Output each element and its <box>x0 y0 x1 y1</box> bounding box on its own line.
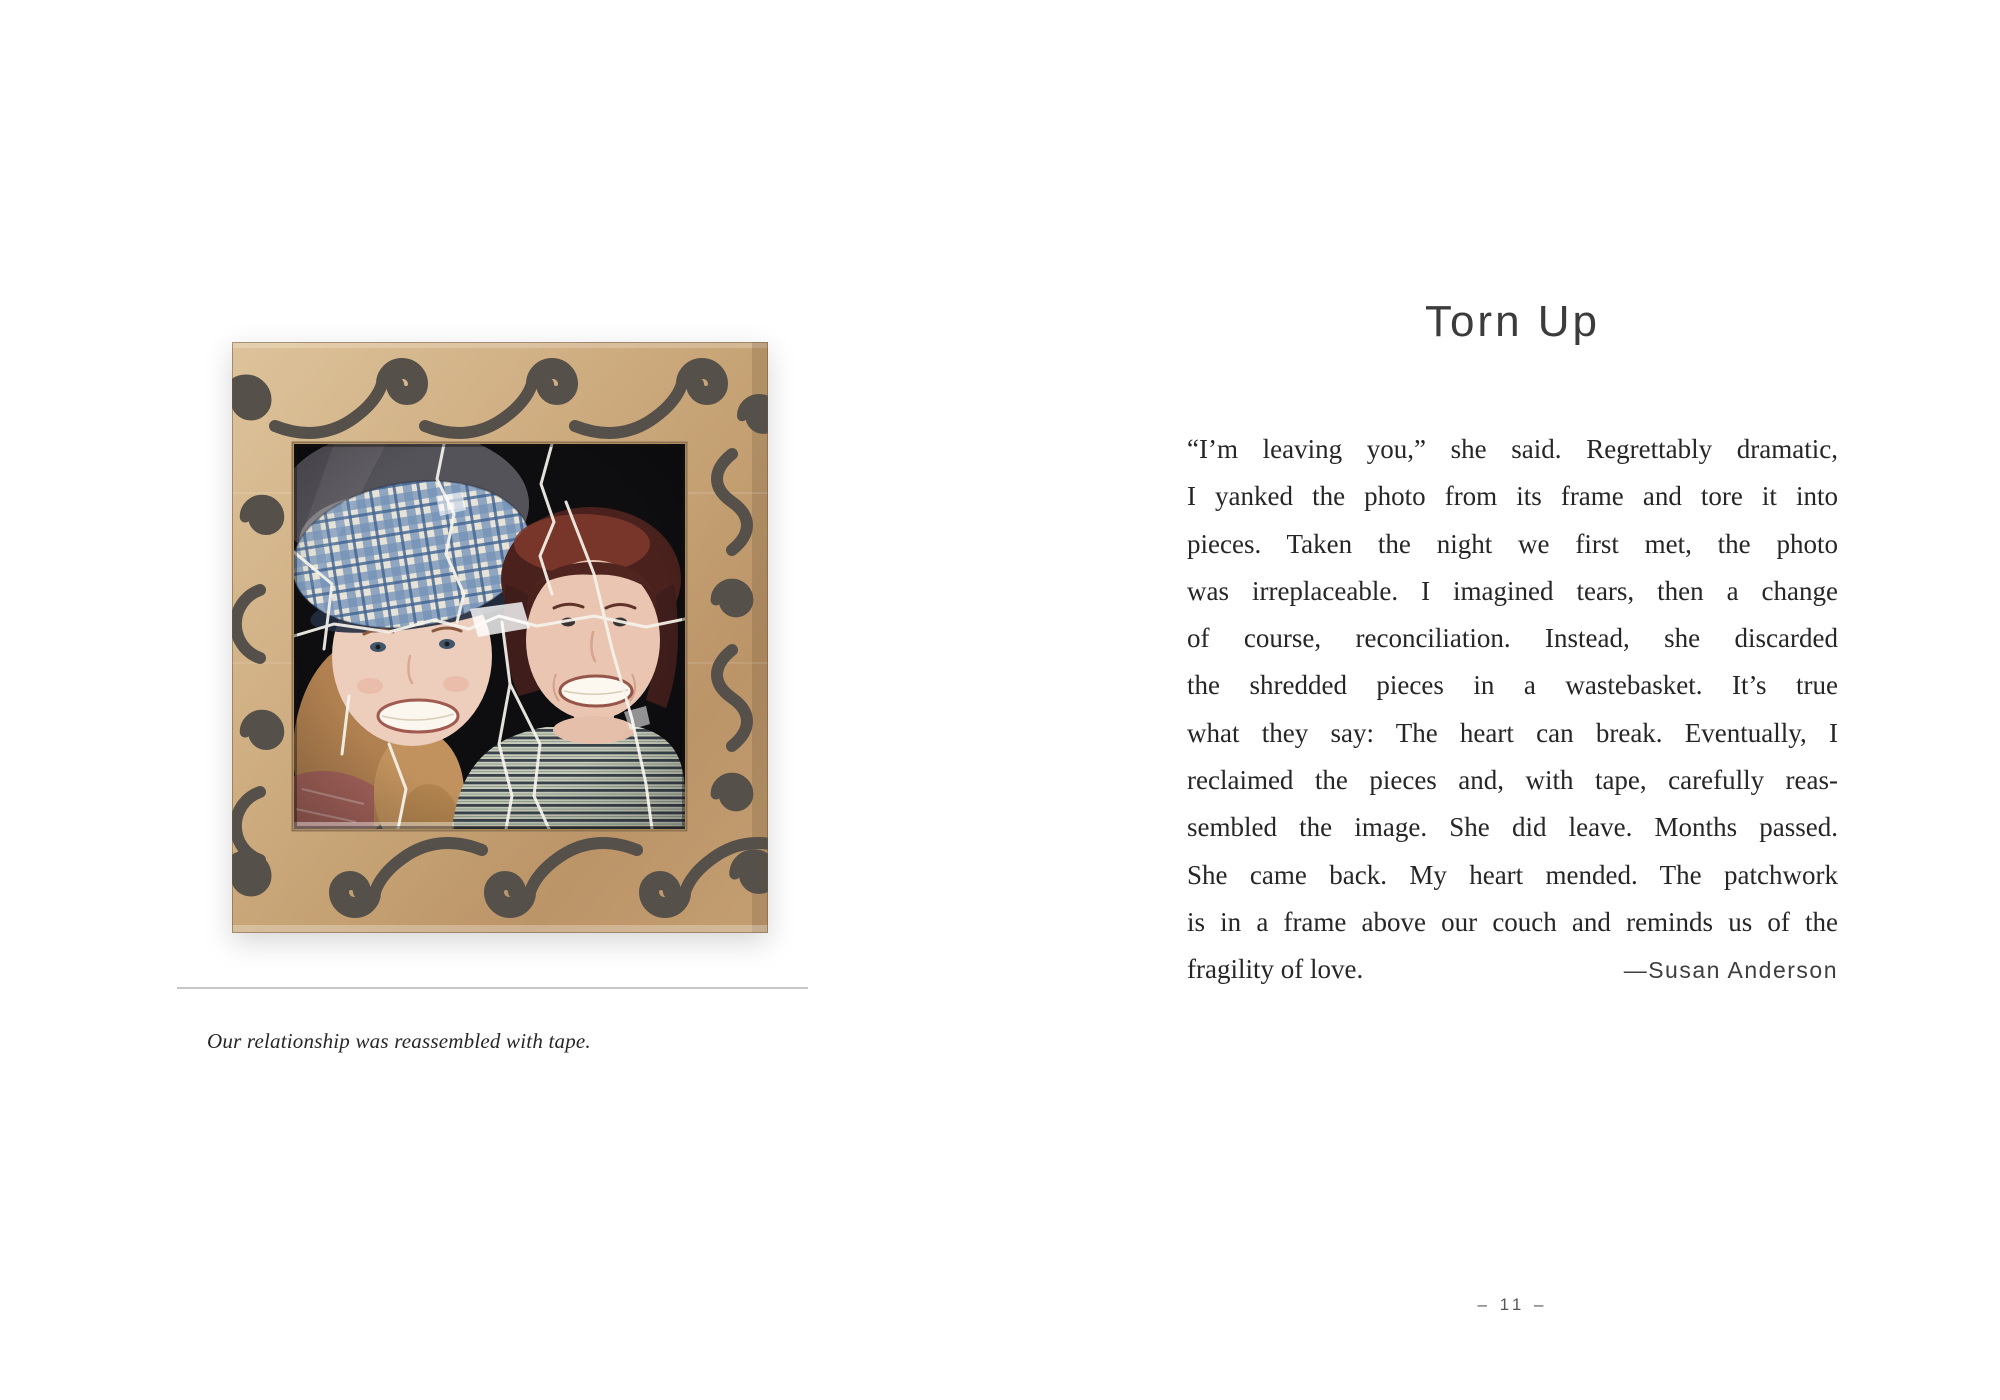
story-line: “I’m leaving you,” she said. Regrettably dramatic, <box>1187 434 1838 464</box>
story-line: is in a frame above our couch and reminds us of the <box>1187 906 1838 937</box>
story-last-line: fragility of love. <box>1187 954 1364 985</box>
story-line: what they say: The heart can break. Eventually, I <box>1187 717 1838 748</box>
story-attribution: —Susan Anderson <box>1623 957 1838 984</box>
story-line: the shredded pieces in a wastebasket. It’s true <box>1187 670 1838 701</box>
page-number: – 11 – <box>1477 1295 1548 1314</box>
story-title: Torn Up <box>1424 297 1601 346</box>
photo-caption: Our relationship was reassembled with tape. <box>207 1029 591 1053</box>
story-line: sembled the image. She did leave. Months passed. <box>1187 812 1838 843</box>
story-lines <box>1187 426 1838 946</box>
caption-divider <box>177 987 808 989</box>
story-line: She came back. My heart mended. The patchwork <box>1187 859 1838 890</box>
torn-photo <box>279 429 685 864</box>
story-line: reclaimed the pieces and, with tape, carefully reas- <box>1187 765 1838 796</box>
framed-photo <box>232 342 768 933</box>
photo-frame-graphic <box>232 342 768 933</box>
story-line: was irreplaceable. I imagined tears, then a change <box>1187 575 1838 606</box>
story-line: pieces. Taken the night we first met, the photo <box>1187 528 1838 559</box>
story-last-line-row <box>1187 946 1838 993</box>
story-text <box>1187 426 1838 994</box>
story-line: I yanked the photo from its frame and tore it into <box>1187 481 1838 512</box>
story-line: of course, reconciliation. Instead, she discarded <box>1187 623 1838 654</box>
